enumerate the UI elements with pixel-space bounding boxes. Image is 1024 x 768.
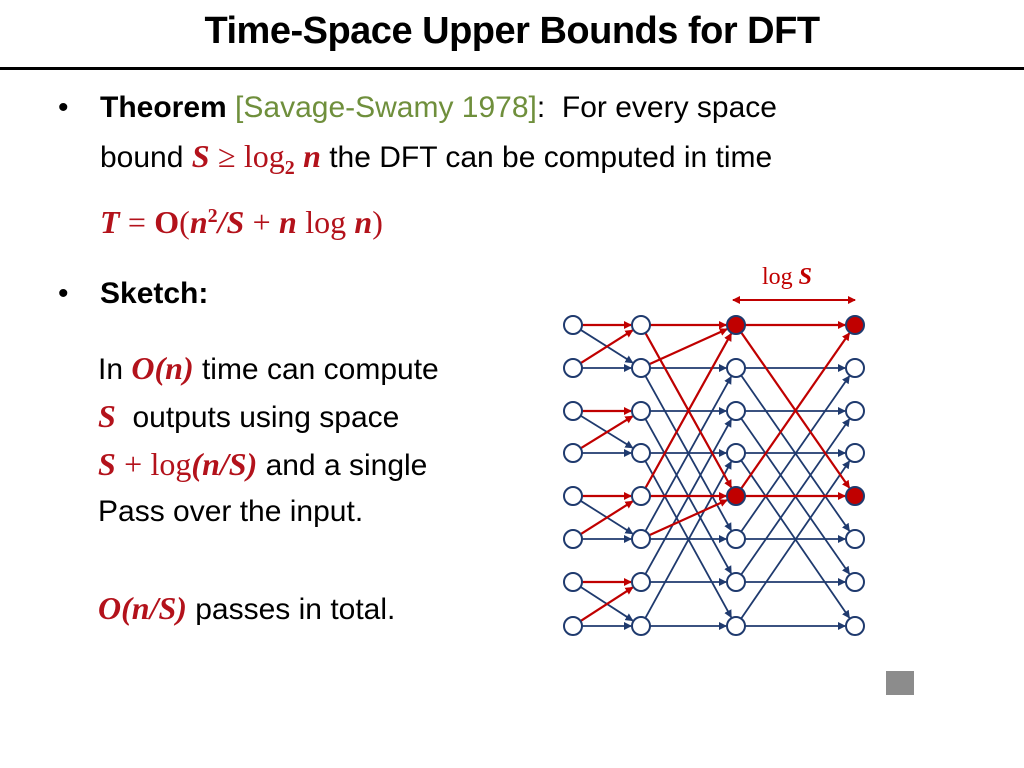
math-eq: = bbox=[127, 204, 146, 240]
butterfly-node bbox=[632, 573, 650, 591]
butterfly-node bbox=[564, 573, 582, 591]
butterfly-node bbox=[632, 316, 650, 334]
math-n3: n bbox=[279, 204, 297, 240]
highlighted-node bbox=[846, 487, 864, 505]
math-n4: n bbox=[354, 204, 373, 240]
butterfly-node bbox=[564, 530, 582, 548]
math-log: log bbox=[243, 138, 285, 174]
butterfly-node bbox=[632, 444, 650, 462]
sketch-line2-post: outputs using space bbox=[132, 401, 400, 434]
math-plus: + bbox=[252, 204, 271, 240]
butterfly-node bbox=[564, 487, 582, 505]
math-O-n-O: O bbox=[131, 350, 155, 386]
math-plus-3: + bbox=[124, 446, 143, 482]
math-sup2: 2 bbox=[207, 205, 218, 227]
theorem-line2-rest: the DFT can be computed in time bbox=[329, 141, 773, 174]
math-log-3: log bbox=[150, 446, 192, 482]
highlighted-node bbox=[727, 487, 745, 505]
butterfly-node bbox=[727, 444, 745, 462]
butterfly-node bbox=[846, 530, 864, 548]
math-paren-open: ( bbox=[179, 204, 190, 240]
butterfly-node bbox=[564, 359, 582, 377]
butterfly-node bbox=[727, 359, 745, 377]
math-O-n-arg: (n) bbox=[154, 350, 194, 386]
butterfly-node bbox=[846, 573, 864, 591]
math-S-3: S bbox=[98, 446, 116, 482]
butterfly-node bbox=[632, 487, 650, 505]
bullet-dot-2: • bbox=[58, 277, 69, 310]
math-S-2: S bbox=[98, 398, 116, 434]
butterfly-node bbox=[727, 617, 745, 635]
math-O: O bbox=[154, 204, 180, 240]
bound-word: bound bbox=[100, 141, 184, 174]
butterfly-node bbox=[632, 402, 650, 420]
sketch-line-4: Pass over the input. bbox=[98, 495, 364, 528]
math-sub2: 2 bbox=[284, 157, 295, 179]
slide-title: Time-Space Upper Bounds for DFT bbox=[204, 10, 820, 52]
butterfly-node bbox=[564, 402, 582, 420]
butterfly-node bbox=[846, 617, 864, 635]
math-slashS: /S bbox=[217, 204, 245, 240]
butterfly-node bbox=[632, 617, 650, 635]
log-s-label: log S bbox=[762, 264, 813, 290]
sketch-label: Sketch: bbox=[100, 277, 209, 310]
math-T: T bbox=[100, 204, 120, 240]
butterfly-node bbox=[846, 402, 864, 420]
butterfly-node bbox=[564, 444, 582, 462]
butterfly-node bbox=[727, 573, 745, 591]
theorem-line1-rest: For every space bbox=[561, 91, 777, 124]
math-geq: ≥ bbox=[217, 138, 236, 174]
math-S: S bbox=[191, 138, 210, 174]
diagram-edges bbox=[581, 325, 850, 626]
math-n: n bbox=[303, 138, 321, 174]
sketch-total-post: passes in total. bbox=[195, 593, 396, 626]
sketch-line1-post: time can compute bbox=[201, 353, 439, 386]
theorem-label: Theorem bbox=[100, 91, 227, 124]
math-O-total: O bbox=[98, 590, 122, 626]
butterfly-node bbox=[846, 444, 864, 462]
butterfly-node bbox=[564, 617, 582, 635]
math-paren-close: ) bbox=[372, 204, 383, 240]
red-butterfly-edge bbox=[649, 500, 727, 535]
math-arg-total: (n/S) bbox=[121, 590, 187, 626]
butterfly-node bbox=[564, 316, 582, 334]
sketch-line3-post: and a single bbox=[265, 449, 428, 482]
end-of-proof-square bbox=[886, 671, 914, 695]
highlighted-node bbox=[727, 316, 745, 334]
math-arg-3: (n/S) bbox=[191, 446, 258, 482]
butterfly-node bbox=[846, 359, 864, 377]
theorem-reference: [Savage-Swamy 1978] bbox=[235, 91, 537, 124]
theorem-colon: : bbox=[536, 91, 546, 124]
butterfly-node bbox=[632, 359, 650, 377]
highlighted-node bbox=[846, 316, 864, 334]
butterfly-node bbox=[727, 530, 745, 548]
sketch-in: In bbox=[98, 353, 124, 386]
butterfly-node bbox=[632, 530, 650, 548]
math-logword: log bbox=[305, 204, 347, 240]
butterfly-node bbox=[727, 402, 745, 420]
math-n2: n bbox=[189, 204, 208, 240]
bullet-dot: • bbox=[58, 91, 69, 124]
